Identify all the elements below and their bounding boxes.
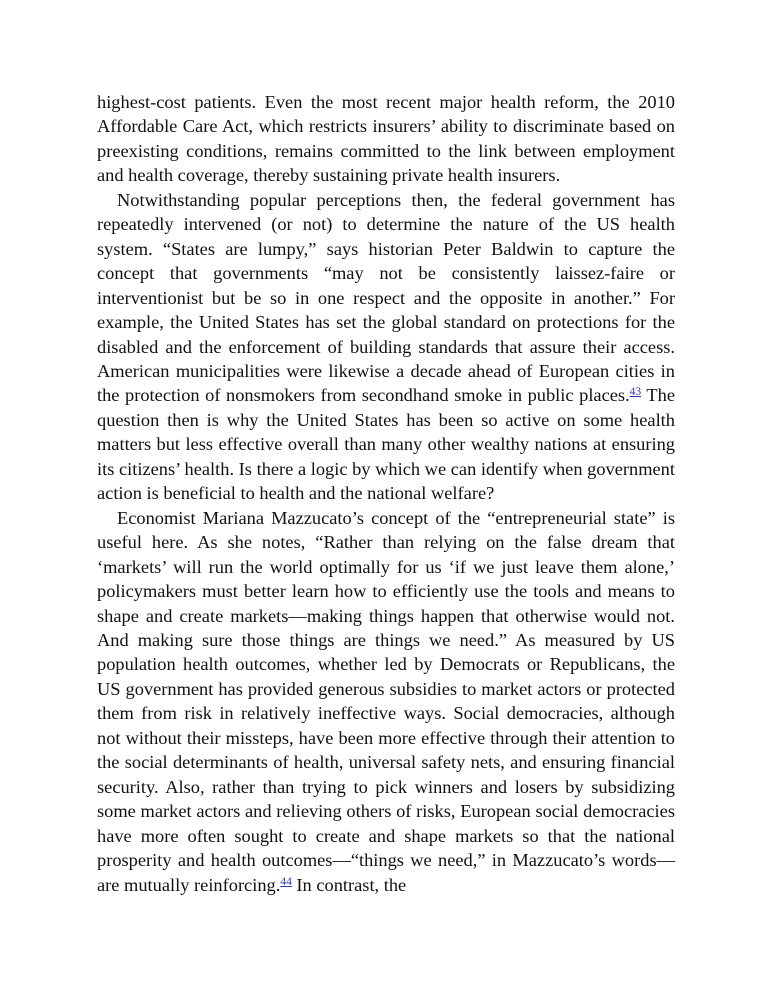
paragraph-text: Economist Mariana Mazzucato’s concept of the “entrepreneurial state” is useful here. As she notes, “Rather than relying on the false dream that ‘markets’ will run the world optimally for us ‘if we just leave them alone,’ policymakers must better learn how to efficiently use the tools and means to shape and create markets—making things happen that otherwise would not. And making sure those things are things we need.” As measured by US population health outcomes, whether led by Democrats or Republicans, the US government has provided generous subsidies to market actors or protected them from risk in relatively ineffective ways. Social democracies, although not without their missteps, have been more effective through their attention to the social determinants of health, universal safety nets, and ensuring financial security. Also, rather than trying to pick winners and losers by subsidizing some market actors and relieving others of risks, European social democracies have more often sought to create and shape markets so that the national prosperity and health outcomes—“things we need,” in Mazzucato’s words—are mutually reinforcing. [97,507,675,895]
footnote-link-43[interactable]: 43 [629,386,642,399]
paragraph-text: highest-cost patients. Even the most recent major health reform, the 2010 Affordable Care Act, which restricts insurers’ ability to discriminate based on preexisting conditions, remains committed to the link between employment and health coverage, thereby sustaining private health insurers. [97,92,675,186]
paragraph-text: Notwithstanding popular perceptions then, the federal government has repeatedly intervened (or not) to determine the nature of the US health system. “States are lumpy,” says historian Peter Baldwin to capture the concept that governments “may not be consistently laissez-faire or interventionist but be so in one respect and the opposite in another.” For example, the United States has set the global standard on protections for the disabled and the enforcement of building standards that assure their access. American municipalities were likewise a decade ahead of European cities in the protection of nonsmokers from secondhand smoke in public places. [97,189,675,406]
document-page [97,90,675,897]
paragraph-entrepreneurial-state [97,506,675,897]
paragraph-continuation [97,90,675,188]
paragraph-government-intervention [97,188,675,506]
paragraph-text: The question then is why the United States has been so active on some health matters but less effective overall than many other wealthy nations at ensuring its citizens’ health. Is there a logic by which we can identify when government action is beneficial to health and the national welfare? [97,385,675,504]
footnote-link-44[interactable]: 44 [280,875,292,888]
paragraph-text: In contrast, the [291,874,407,895]
